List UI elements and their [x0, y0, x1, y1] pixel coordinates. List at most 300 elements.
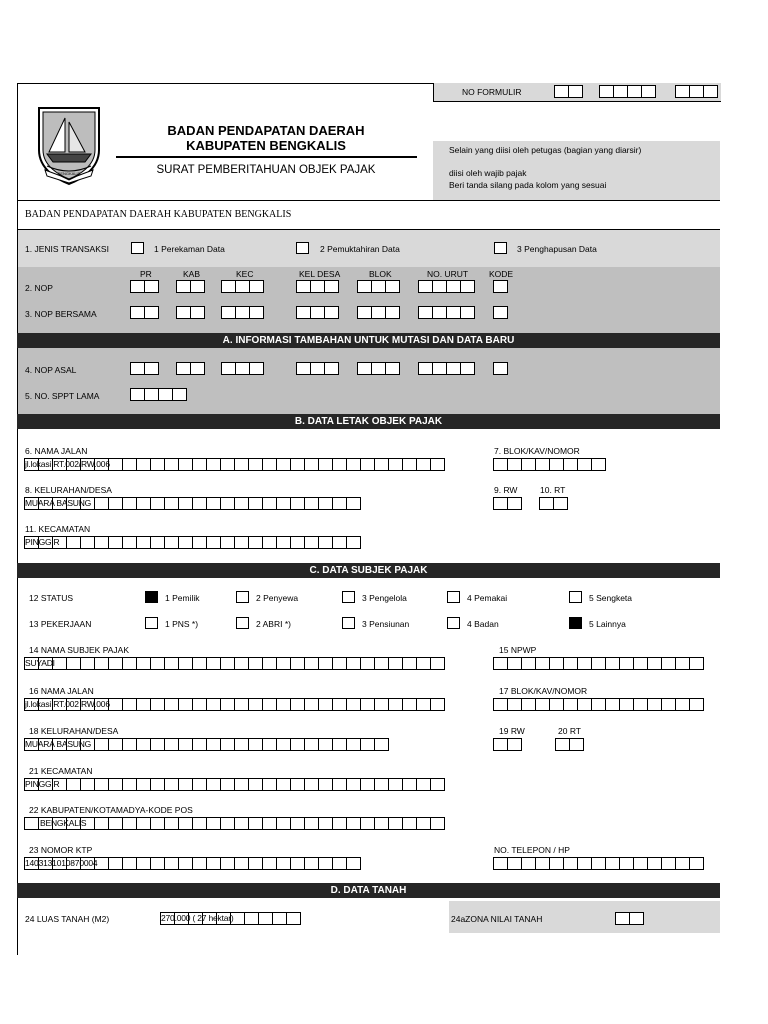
input-cell[interactable]	[164, 458, 179, 471]
input-cell[interactable]	[360, 817, 375, 830]
input-cell[interactable]	[605, 857, 620, 870]
input-cell[interactable]	[619, 857, 634, 870]
input-cell[interactable]	[122, 657, 137, 670]
input-cell[interactable]	[318, 817, 333, 830]
input-cell[interactable]	[136, 458, 151, 471]
b-rw-cells[interactable]	[493, 497, 522, 510]
input-cell[interactable]	[248, 698, 263, 711]
input-cell[interactable]	[493, 362, 508, 375]
c-status-opt5-checkbox[interactable]	[569, 591, 582, 603]
input-cell[interactable]	[192, 817, 207, 830]
input-cell[interactable]	[418, 280, 433, 293]
input-cell[interactable]	[402, 458, 417, 471]
input-cell[interactable]	[150, 778, 165, 791]
input-cell[interactable]	[661, 698, 676, 711]
input-cell[interactable]	[304, 458, 319, 471]
input-cell[interactable]	[290, 738, 305, 751]
input-cell[interactable]	[432, 280, 447, 293]
input-cell[interactable]	[385, 280, 400, 293]
nop-asal-pr-cells[interactable]	[130, 362, 159, 375]
input-cell[interactable]	[94, 778, 109, 791]
input-cell[interactable]	[402, 817, 417, 830]
input-cell[interactable]	[206, 657, 221, 670]
input-cell[interactable]	[563, 458, 578, 471]
nop-urut-cells[interactable]	[418, 280, 475, 293]
input-cell[interactable]	[416, 458, 431, 471]
input-cell[interactable]	[402, 778, 417, 791]
input-cell[interactable]	[276, 778, 291, 791]
input-cell[interactable]	[136, 536, 151, 549]
c-kabupaten-cells[interactable]	[24, 817, 445, 830]
input-cell[interactable]	[374, 698, 389, 711]
input-cell[interactable]	[192, 657, 207, 670]
c-status-opt3-checkbox[interactable]	[342, 591, 355, 603]
input-cell[interactable]	[689, 85, 704, 98]
nop-bersama-urut-cells[interactable]	[418, 306, 475, 319]
input-cell[interactable]	[521, 657, 536, 670]
input-cell[interactable]	[234, 857, 249, 870]
input-cell[interactable]	[164, 817, 179, 830]
input-cell[interactable]	[388, 698, 403, 711]
nop-asal-kab-cells[interactable]	[176, 362, 205, 375]
input-cell[interactable]	[374, 657, 389, 670]
input-cell[interactable]	[346, 497, 361, 510]
input-cell[interactable]	[318, 497, 333, 510]
input-cell[interactable]	[235, 362, 250, 375]
input-cell[interactable]	[178, 657, 193, 670]
input-cell[interactable]	[521, 698, 536, 711]
input-cell[interactable]	[262, 778, 277, 791]
input-cell[interactable]	[206, 778, 221, 791]
input-cell[interactable]	[234, 817, 249, 830]
input-cell[interactable]	[346, 698, 361, 711]
input-cell[interactable]	[507, 497, 522, 510]
input-cell[interactable]	[178, 778, 193, 791]
input-cell[interactable]	[318, 857, 333, 870]
input-cell[interactable]	[286, 912, 301, 925]
nop-bersama-kel-cells[interactable]	[296, 306, 339, 319]
input-cell[interactable]	[563, 657, 578, 670]
input-cell[interactable]	[569, 738, 584, 751]
c-status-opt2-checkbox[interactable]	[236, 591, 249, 603]
input-cell[interactable]	[136, 698, 151, 711]
input-cell[interactable]	[385, 362, 400, 375]
input-cell[interactable]	[234, 458, 249, 471]
transaksi-opt2-checkbox[interactable]	[296, 242, 309, 254]
c-status-opt1-checkbox[interactable]	[145, 591, 158, 603]
input-cell[interactable]	[234, 778, 249, 791]
input-cell[interactable]	[521, 857, 536, 870]
nop-asal-blok-cells[interactable]	[357, 362, 400, 375]
input-cell[interactable]	[374, 738, 389, 751]
input-cell[interactable]	[304, 698, 319, 711]
input-cell[interactable]	[192, 738, 207, 751]
input-cell[interactable]	[418, 362, 433, 375]
input-cell[interactable]	[178, 698, 193, 711]
nop-bersama-kode-cells[interactable]	[493, 306, 508, 319]
input-cell[interactable]	[310, 362, 325, 375]
input-cell[interactable]	[493, 657, 508, 670]
input-cell[interactable]	[507, 458, 522, 471]
input-cell[interactable]	[262, 738, 277, 751]
input-cell[interactable]	[108, 458, 123, 471]
input-cell[interactable]	[150, 497, 165, 510]
input-cell[interactable]	[122, 738, 137, 751]
no-formulir-cells-3[interactable]	[675, 85, 718, 98]
input-cell[interactable]	[346, 857, 361, 870]
input-cell[interactable]	[136, 657, 151, 670]
input-cell[interactable]	[591, 698, 606, 711]
nop-asal-kec-cells[interactable]	[221, 362, 264, 375]
input-cell[interactable]	[318, 698, 333, 711]
input-cell[interactable]	[374, 778, 389, 791]
input-cell[interactable]	[108, 817, 123, 830]
input-cell[interactable]	[221, 306, 236, 319]
input-cell[interactable]	[689, 857, 704, 870]
input-cell[interactable]	[591, 657, 606, 670]
input-cell[interactable]	[136, 738, 151, 751]
input-cell[interactable]	[605, 657, 620, 670]
input-cell[interactable]	[80, 778, 95, 791]
input-cell[interactable]	[108, 857, 123, 870]
b-blok-cells[interactable]	[493, 458, 606, 471]
input-cell[interactable]	[357, 306, 372, 319]
input-cell[interactable]	[535, 657, 550, 670]
c-blok-cells[interactable]	[493, 698, 704, 711]
input-cell[interactable]	[206, 497, 221, 510]
input-cell[interactable]	[122, 857, 137, 870]
input-cell[interactable]	[507, 698, 522, 711]
input-cell[interactable]	[371, 280, 386, 293]
input-cell[interactable]	[272, 912, 287, 925]
c-telepon-cells[interactable]	[493, 857, 704, 870]
input-cell[interactable]	[549, 698, 564, 711]
input-cell[interactable]	[661, 857, 676, 870]
input-cell[interactable]	[332, 778, 347, 791]
nop-asal-kel-cells[interactable]	[296, 362, 339, 375]
input-cell[interactable]	[221, 362, 236, 375]
input-cell[interactable]	[388, 778, 403, 791]
input-cell[interactable]	[136, 817, 151, 830]
input-cell[interactable]	[627, 85, 642, 98]
input-cell[interactable]	[346, 458, 361, 471]
input-cell[interactable]	[220, 698, 235, 711]
input-cell[interactable]	[675, 657, 690, 670]
input-cell[interactable]	[66, 536, 81, 549]
input-cell[interactable]	[192, 778, 207, 791]
input-cell[interactable]	[249, 306, 264, 319]
input-cell[interactable]	[460, 280, 475, 293]
nop-asal-urut-cells[interactable]	[418, 362, 475, 375]
input-cell[interactable]	[190, 362, 205, 375]
input-cell[interactable]	[577, 458, 592, 471]
input-cell[interactable]	[357, 362, 372, 375]
input-cell[interactable]	[633, 657, 648, 670]
input-cell[interactable]	[332, 497, 347, 510]
input-cell[interactable]	[430, 657, 445, 670]
input-cell[interactable]	[619, 698, 634, 711]
input-cell[interactable]	[122, 536, 137, 549]
d-zona-cells[interactable]	[615, 912, 644, 925]
input-cell[interactable]	[178, 857, 193, 870]
input-cell[interactable]	[220, 857, 235, 870]
input-cell[interactable]	[304, 536, 319, 549]
nop-bersama-blok-cells[interactable]	[357, 306, 400, 319]
input-cell[interactable]	[206, 536, 221, 549]
input-cell[interactable]	[493, 458, 508, 471]
input-cell[interactable]	[446, 280, 461, 293]
input-cell[interactable]	[310, 280, 325, 293]
c-kecamatan-cells[interactable]	[24, 778, 445, 791]
nop-bersama-kec-cells[interactable]	[221, 306, 264, 319]
input-cell[interactable]	[460, 362, 475, 375]
input-cell[interactable]	[178, 458, 193, 471]
input-cell[interactable]	[192, 458, 207, 471]
input-cell[interactable]	[248, 458, 263, 471]
input-cell[interactable]	[136, 778, 151, 791]
input-cell[interactable]	[416, 778, 431, 791]
input-cell[interactable]	[164, 657, 179, 670]
b-rt-cells[interactable]	[539, 497, 568, 510]
input-cell[interactable]	[164, 857, 179, 870]
input-cell[interactable]	[388, 817, 403, 830]
input-cell[interactable]	[80, 536, 95, 549]
input-cell[interactable]	[108, 698, 123, 711]
input-cell[interactable]	[221, 280, 236, 293]
input-cell[interactable]	[190, 280, 205, 293]
input-cell[interactable]	[234, 657, 249, 670]
input-cell[interactable]	[332, 817, 347, 830]
input-cell[interactable]	[290, 817, 305, 830]
input-cell[interactable]	[164, 738, 179, 751]
input-cell[interactable]	[130, 362, 145, 375]
input-cell[interactable]	[388, 657, 403, 670]
input-cell[interactable]	[346, 738, 361, 751]
input-cell[interactable]	[108, 738, 123, 751]
input-cell[interactable]	[689, 698, 704, 711]
input-cell[interactable]	[346, 536, 361, 549]
input-cell[interactable]	[332, 738, 347, 751]
input-cell[interactable]	[360, 698, 375, 711]
input-cell[interactable]	[605, 698, 620, 711]
input-cell[interactable]	[249, 280, 264, 293]
input-cell[interactable]	[539, 497, 554, 510]
input-cell[interactable]	[244, 912, 259, 925]
transaksi-opt3-checkbox[interactable]	[494, 242, 507, 254]
input-cell[interactable]	[262, 817, 277, 830]
input-cell[interactable]	[371, 306, 386, 319]
input-cell[interactable]	[262, 497, 277, 510]
input-cell[interactable]	[136, 497, 151, 510]
input-cell[interactable]	[150, 698, 165, 711]
input-cell[interactable]	[290, 698, 305, 711]
nop-kab-cells[interactable]	[176, 280, 205, 293]
input-cell[interactable]	[430, 698, 445, 711]
nop-kel-cells[interactable]	[296, 280, 339, 293]
input-cell[interactable]	[416, 817, 431, 830]
input-cell[interactable]	[577, 657, 592, 670]
input-cell[interactable]	[304, 778, 319, 791]
input-cell[interactable]	[220, 458, 235, 471]
input-cell[interactable]	[130, 280, 145, 293]
input-cell[interactable]	[633, 698, 648, 711]
input-cell[interactable]	[178, 536, 193, 549]
input-cell[interactable]	[416, 698, 431, 711]
b-kecamatan-cells[interactable]	[24, 536, 361, 549]
input-cell[interactable]	[136, 857, 151, 870]
input-cell[interactable]	[150, 657, 165, 670]
input-cell[interactable]	[360, 738, 375, 751]
input-cell[interactable]	[460, 306, 475, 319]
input-cell[interactable]	[385, 306, 400, 319]
input-cell[interactable]	[220, 817, 235, 830]
nop-bersama-pr-cells[interactable]	[130, 306, 159, 319]
input-cell[interactable]	[332, 657, 347, 670]
input-cell[interactable]	[388, 458, 403, 471]
input-cell[interactable]	[318, 738, 333, 751]
nop-blok-cells[interactable]	[357, 280, 400, 293]
input-cell[interactable]	[248, 738, 263, 751]
input-cell[interactable]	[122, 778, 137, 791]
input-cell[interactable]	[206, 458, 221, 471]
input-cell[interactable]	[535, 698, 550, 711]
input-cell[interactable]	[276, 458, 291, 471]
input-cell[interactable]	[360, 778, 375, 791]
input-cell[interactable]	[324, 362, 339, 375]
input-cell[interactable]	[164, 698, 179, 711]
c-rw-cells[interactable]	[493, 738, 522, 751]
input-cell[interactable]	[430, 458, 445, 471]
input-cell[interactable]	[296, 306, 311, 319]
input-cell[interactable]	[130, 388, 145, 401]
input-cell[interactable]	[629, 912, 644, 925]
input-cell[interactable]	[144, 280, 159, 293]
input-cell[interactable]	[130, 306, 145, 319]
input-cell[interactable]	[446, 362, 461, 375]
input-cell[interactable]	[371, 362, 386, 375]
input-cell[interactable]	[248, 497, 263, 510]
input-cell[interactable]	[276, 738, 291, 751]
input-cell[interactable]	[235, 306, 250, 319]
c-pekerjaan-opt2-checkbox[interactable]	[236, 617, 249, 629]
input-cell[interactable]	[563, 857, 578, 870]
input-cell[interactable]	[144, 306, 159, 319]
input-cell[interactable]	[144, 362, 159, 375]
input-cell[interactable]	[675, 857, 690, 870]
input-cell[interactable]	[553, 497, 568, 510]
input-cell[interactable]	[374, 458, 389, 471]
no-formulir-cells-1[interactable]	[554, 85, 583, 98]
input-cell[interactable]	[689, 657, 704, 670]
input-cell[interactable]	[122, 698, 137, 711]
input-cell[interactable]	[290, 778, 305, 791]
input-cell[interactable]	[310, 306, 325, 319]
input-cell[interactable]	[641, 85, 656, 98]
input-cell[interactable]	[554, 85, 569, 98]
c-nama-cells[interactable]	[24, 657, 445, 670]
input-cell[interactable]	[332, 857, 347, 870]
input-cell[interactable]	[374, 817, 389, 830]
input-cell[interactable]	[234, 536, 249, 549]
input-cell[interactable]	[122, 458, 137, 471]
input-cell[interactable]	[262, 857, 277, 870]
input-cell[interactable]	[234, 698, 249, 711]
input-cell[interactable]	[430, 778, 445, 791]
input-cell[interactable]	[164, 778, 179, 791]
input-cell[interactable]	[24, 817, 39, 830]
input-cell[interactable]	[318, 458, 333, 471]
input-cell[interactable]	[176, 306, 191, 319]
c-pekerjaan-opt4-checkbox[interactable]	[447, 617, 460, 629]
input-cell[interactable]	[150, 738, 165, 751]
input-cell[interactable]	[192, 497, 207, 510]
input-cell[interactable]	[346, 657, 361, 670]
input-cell[interactable]	[647, 657, 662, 670]
input-cell[interactable]	[206, 857, 221, 870]
input-cell[interactable]	[150, 857, 165, 870]
input-cell[interactable]	[94, 657, 109, 670]
c-pekerjaan-opt3-checkbox[interactable]	[342, 617, 355, 629]
input-cell[interactable]	[66, 657, 81, 670]
input-cell[interactable]	[332, 458, 347, 471]
input-cell[interactable]	[432, 362, 447, 375]
input-cell[interactable]	[206, 698, 221, 711]
input-cell[interactable]	[430, 817, 445, 830]
nop-kec-cells[interactable]	[221, 280, 264, 293]
input-cell[interactable]	[446, 306, 461, 319]
input-cell[interactable]	[591, 857, 606, 870]
input-cell[interactable]	[235, 280, 250, 293]
input-cell[interactable]	[647, 857, 662, 870]
input-cell[interactable]	[276, 497, 291, 510]
input-cell[interactable]	[94, 738, 109, 751]
input-cell[interactable]	[304, 738, 319, 751]
input-cell[interactable]	[318, 778, 333, 791]
input-cell[interactable]	[248, 857, 263, 870]
input-cell[interactable]	[304, 657, 319, 670]
input-cell[interactable]	[346, 817, 361, 830]
input-cell[interactable]	[493, 306, 508, 319]
input-cell[interactable]	[332, 536, 347, 549]
input-cell[interactable]	[535, 458, 550, 471]
input-cell[interactable]	[332, 698, 347, 711]
input-cell[interactable]	[206, 817, 221, 830]
input-cell[interactable]	[164, 536, 179, 549]
input-cell[interactable]	[555, 738, 570, 751]
input-cell[interactable]	[507, 738, 522, 751]
input-cell[interactable]	[563, 698, 578, 711]
input-cell[interactable]	[318, 657, 333, 670]
input-cell[interactable]	[304, 857, 319, 870]
input-cell[interactable]	[262, 657, 277, 670]
input-cell[interactable]	[296, 362, 311, 375]
input-cell[interactable]	[276, 698, 291, 711]
input-cell[interactable]	[360, 458, 375, 471]
input-cell[interactable]	[577, 698, 592, 711]
input-cell[interactable]	[176, 362, 191, 375]
input-cell[interactable]	[290, 536, 305, 549]
input-cell[interactable]	[206, 738, 221, 751]
input-cell[interactable]	[304, 497, 319, 510]
input-cell[interactable]	[108, 778, 123, 791]
input-cell[interactable]	[549, 458, 564, 471]
input-cell[interactable]	[108, 536, 123, 549]
input-cell[interactable]	[248, 778, 263, 791]
input-cell[interactable]	[535, 857, 550, 870]
input-cell[interactable]	[290, 497, 305, 510]
input-cell[interactable]	[258, 912, 273, 925]
input-cell[interactable]	[703, 85, 718, 98]
